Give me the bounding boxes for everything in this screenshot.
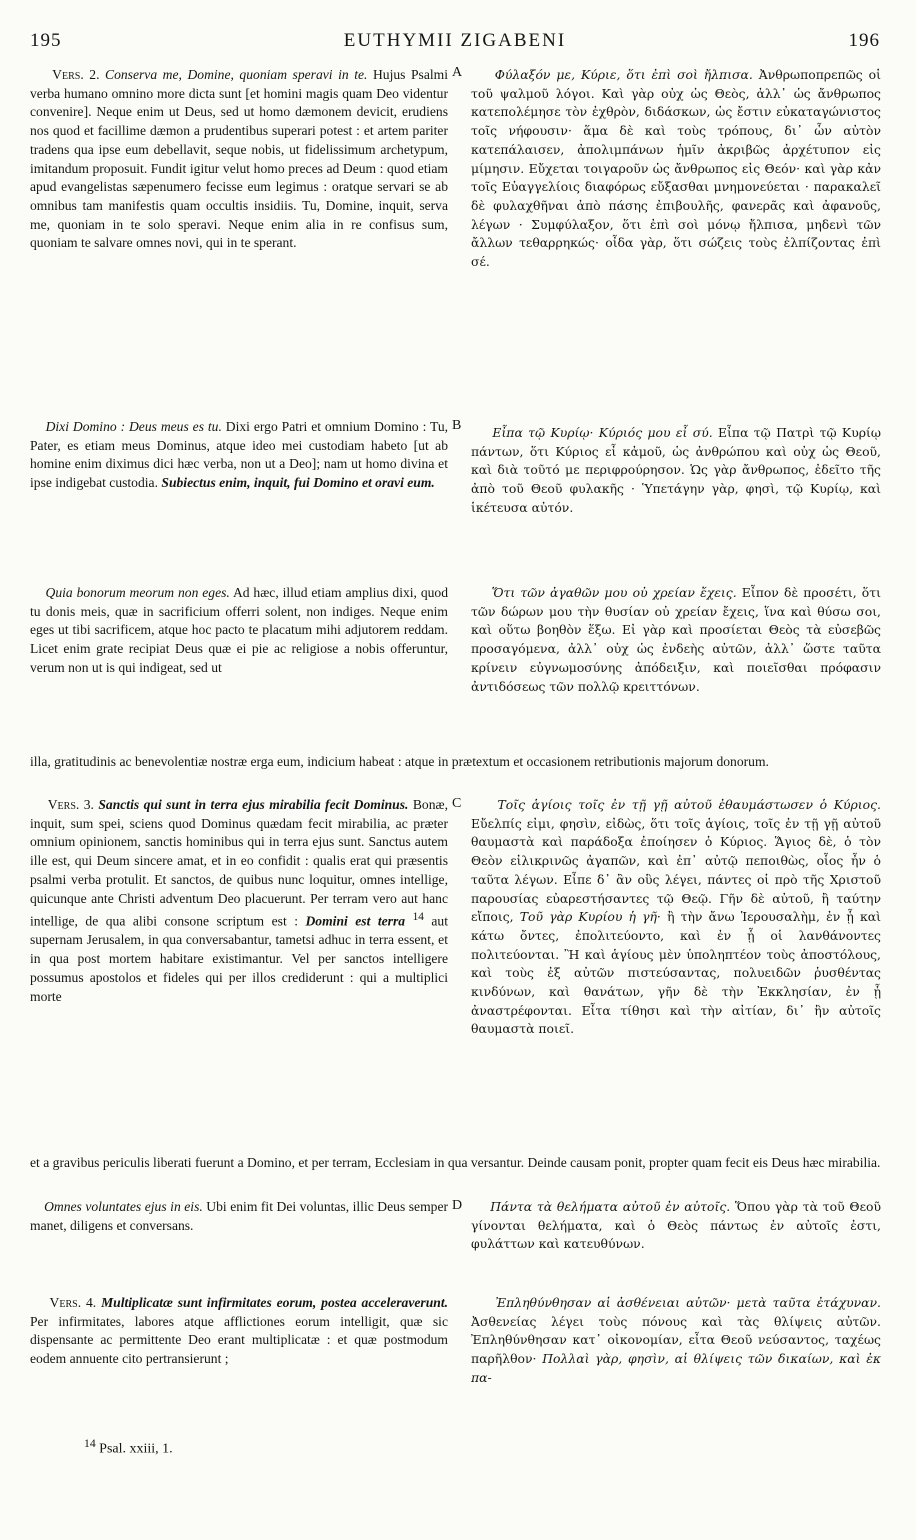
verse-label: Vers. 4.	[49, 1295, 97, 1310]
greek-section-c	[471, 584, 881, 696]
running-header	[30, 30, 880, 58]
commentary-text: Ubi enim fit Dei voluntas, illic Deus semper manet, diligens et conversans.	[30, 1199, 449, 1233]
commentary-text: Ὅπου γὰρ τὰ τοῦ Θεοῦ γίνονται θελήματα, καὶ ὁ Θεὸς πάντως ἐν αὐτοῖς ἐστι, φυλάττων καὶ κατευθύνων.	[471, 1199, 881, 1252]
page-number-right: 196	[848, 30, 880, 51]
section-marker-c: C	[452, 796, 462, 811]
verse-lemma: Ἐπληθύνθησαν αἱ ἀσθένειαι αὐτῶν· μετὰ ταῦτα ἐτάχυναν.	[495, 1295, 881, 1310]
commentary-text: Hujus Psalmi verba humano omnino more dicta sunt [et homini magis quam Deo videntur convenire]. Neque enim ut Deus, sed ut homo dæmonem devicit, erudiens nos quod et facillime dæmon a prudentibus superari potest : et artem pariter tradens qua ipse eum debellavit, seque nobis, ut fidelissimum archetypum, imitandum proposuit. Fundit igitur velut homo preces ad Deum : quod etiam apud evangelistas sæpenumero fecisse eum legimus : oratque servari se ab omnibus tam manifestis quam occultis insidiis. Tu, Domine, inquit, serva me, quoniam in te solo speravi. Neque enim alia in re confisus sum, quoniam te salvare omnes novi, qui in te sperant.	[30, 67, 449, 251]
running-title: EUTHYMII ZIGABENI	[343, 30, 567, 51]
commentary-text: Εὔελπίς εἰμι, φησὶν, εἰδὼς, ὅτι τοῖς ἁγίοις, τοῖς ἐν τῇ γῇ αὐτοῦ θαυμαστὰ καὶ παράδοξα ἐποίησεν ὁ Κύριος. Ἅγιος δὲ, ὁ τὸν Θεὸν εἰλικρινῶς ἀγαπῶν, καὶ ἐπ᾽ αὐτῷ πεποιθὼς, οἷος ἦν ὁ ταῦτα λέγων. Εἶπε δ᾽ ἂν οὓς λέγει, πάντες οἱ πρὸ τῆς Χριστοῦ παρουσίας εὐαρεστήσαντες τῷ Θεῷ. Γῆν δὲ αὐτοῦ, ἢ ταύτην εἴποις,	[471, 815, 881, 925]
verse-label: Vers. 3.	[47, 797, 94, 812]
scripture-quote: Πολλαὶ γὰρ, φησὶν, αἱ θλίψεις τῶν δικαίων, καὶ ἐκ πα-	[471, 1351, 881, 1385]
commentary-text: Per infirmitates, labores atque afflictiones eorum intelligit, quæ sic dispensante ac permittente Deo erant multiplicatæ : et quæ postmodum eodem annuente cito pertransierunt ;	[30, 1313, 448, 1367]
commentary-text: aut supernam Jerusalem, in qua conversabantur, tametsi adhuc in terra essent, et in qua post mortem habitare existimantur. Vel per sanctos intelligere possumus apostolos et fideles qui per illos crediderunt : qui a multiplici morte	[30, 913, 448, 1004]
scripture-quote: Domini est terra	[305, 913, 406, 929]
commentary-text: Ad hæc, illud etiam amplius dixi, quod tu donis meis, quæ in sacrificium offerri solent, non indiges. Neque enim eges ut tibi sacrificem, atque hoc pacto te placatum mihi adjutorem reddam. Licet enim grate recipiat Deus quæ ei pie ac religiose a nobis offeruntur, verum non ut is qui indigeat, sed ut	[30, 585, 449, 675]
greek-verse-3	[471, 796, 881, 1039]
latin-verse-3	[30, 796, 448, 1006]
verse-lemma: Τοῖς ἁγίοις τοῖς ἐν τῇ γῇ αὐτοῦ ἐθαυμάστωσεν ὁ Κύριος.	[497, 797, 881, 812]
scripture-quote: Τοῦ γὰρ Κυρίου ἡ γῆ·	[519, 909, 661, 925]
verse-lemma: Subiectus enim, inquit, fui Domino et oravi eum.	[161, 475, 435, 491]
verse-lemma: Εἶπα τῷ Κυρίῳ· Κύριός μου εἶ σύ.	[492, 425, 713, 440]
verse-lemma: Quia bonorum meorum non eges.	[45, 585, 230, 600]
verse-lemma: Πάντα τὰ θελήματα αὐτοῦ ἐν αὐτοῖς.	[490, 1199, 731, 1214]
verse-lemma: Omnes voluntates ejus in eis.	[44, 1199, 203, 1214]
latin-fullwidth-1	[30, 753, 881, 772]
verse-lemma: Dixi Domino : Deus meus es tu.	[45, 419, 222, 434]
commentary-text: Ἀνθρωποπρεπῶς οἱ τοῦ ψαλμοῦ λόγοι. Καὶ γὰρ οὐχ ὡς Θεὸς, ἀλλ᾽ ὡς ἄνθρωπος κατεπολέμησε τὸν ἐχθρὸν, διδάσκων, ὡς ἔστιν εὐκαταγώνιστος τοῖς νήφουσιν· ἅμα δὲ καὶ τοὺς τρόπους, δι᾽ ὧν αὐτὸν κατεπάλαισεν, ἀπολιμπάνων ἡμῖν ἀκριβῶς ἀρχέτυπον εἰς μίμησιν. Εὔχεται τοιγαροῦν ὡς ἄνθρωπος εἰς Θεόν· καὶ γὰρ κἀν τοῖς Εὐαγγελίοις διαφόρως εὔξασθαι μνημονεύεται · παρακαλεῖ δὲ φυλαχθῆναι ἀπὸ πάσης ἐπιβουλῆς, φανερᾶς καὶ ἀφανοῦς, λέγων · Συμφύλαξον, ὅτι ἐπὶ σοὶ μόνῳ ἤλπισα, μηδενὶ τῶν ἄλλων τεθαρρηκώς· οἶδα γὰρ, ὅτι σώζεις τοὺς ἐλπίζοντας ἐπὶ σέ.	[471, 67, 881, 270]
commentary-text: Ἀσθενείας λέγει τοὺς πόνους καὶ τὰς θλίψεις αὐτῶν. Ἐπληθύνθησαν κατ᾽ οἰκονομίαν, εἶτα Θεοῦ νεύσαντος, ταχέως παρῆλθον·	[471, 1313, 881, 1367]
latin-fullwidth-2	[30, 1154, 881, 1173]
latin-section-d	[30, 1198, 448, 1235]
footnote-mark: 14	[84, 1437, 96, 1450]
footnote-ref: 14	[412, 911, 424, 924]
verse-lemma: Conserva me, Domine, quoniam speravi in te.	[105, 67, 368, 82]
commentary-text: et a gravibus periculis liberati fuerunt a Domino, et per terram, Ecclesiam in qua versantur. Deinde causam ponit, propter quam fecit eis Deus hæc mirabilia.	[30, 1155, 881, 1170]
latin-section-c	[30, 584, 448, 678]
latin-verse-2	[30, 66, 448, 253]
verse-label: Vers. 2.	[52, 67, 100, 82]
greek-section-b	[471, 424, 881, 518]
commentary-text: Dixi ergo Patri et omnium Domino : Tu, Pater, es etiam meus Dominus, atque ideo mei custodiam habeto [ut ab homine enim diximus dici hæc verba, non ut a Deo]; nam ut homo divina et ipse indigebat custodia.	[30, 419, 449, 491]
verse-lemma: Multiplicatæ sunt infirmitates eorum, postea acceleraverunt.	[101, 1295, 448, 1310]
commentary-text: ἢ τὴν ἄνω Ἱερουσαλὴμ, ἐν ᾗ καὶ κάτω ὄντες, ἐπολιτεύοντο, καὶ ἐν ᾗ οἱ λανθάνοντες πολιτεύονται. Ἢ καὶ ἁγίους μὲν ὑποληπτέον τοὺς ἀποστόλους, καὶ τοὺς ἐξ αὐτῶν πιστεύσαντας, πολυειδῶν ῥυσθέντας κινδύνων, καὶ θανάτων, γῆν δὲ τὴν Ἐκκλησίαν, ἐν ᾗ ἀναστρέφονται. Εἶτα τίθησι καὶ τὴν αἰτίαν, δι᾽ ἣν αὐτοῖς θαυμαστὰ ποιεῖ.	[471, 909, 881, 1037]
greek-verse-4	[471, 1294, 881, 1388]
latin-verse-4	[30, 1294, 448, 1369]
commentary-text: Εἶπα τῷ Πατρὶ τῷ Κυρίῳ πάντων, ὅτι Κύριος εἶ κἀμοῦ, ὡς ἀνθρώπου καὶ οὐχ ὡς Θεοῦ, καὶ διὰ τοῦτό με περιφρούρησον. Ὡς γὰρ ἄνθρωπος, ἐδεῖτο τῆς ἀπὸ τοῦ Θεοῦ φυλακῆς · Ὑπετάγην γὰρ, φησὶ, τῷ Κυρίῳ, καὶ ἱκέτευσα αὐτόν.	[471, 425, 881, 515]
page-number-left: 195	[30, 30, 62, 51]
footnote-text: Psal. xxiii, 1.	[99, 1441, 173, 1457]
verse-lemma: Ὅτι τῶν ἀγαθῶν μου οὐ χρείαν ἔχεις.	[491, 585, 737, 600]
greek-section-d	[471, 1198, 881, 1254]
latin-section-b	[30, 418, 448, 493]
section-marker-d: D	[452, 1198, 463, 1213]
greek-section-a	[471, 66, 881, 272]
section-marker-a: A	[452, 65, 463, 80]
footnote	[84, 1437, 173, 1458]
verse-lemma: Sanctis qui sunt in terra ejus mirabilia fecit Dominus.	[98, 797, 409, 812]
commentary-text: illa, gratitudinis ac benevolentiæ nostræ erga eum, indicium habeat : atque in prætextum et occasionem retributionis majorum donorum.	[30, 754, 769, 769]
section-marker-b: B	[452, 418, 462, 433]
verse-lemma: Φύλαξόν με, Κύριε, ὅτι ἐπὶ σοὶ ἤλπισα.	[494, 67, 753, 82]
commentary-text: Εἶπον δὲ προσέτι, ὅτι τῶν δώρων μου τὴν θυσίαν οὐ χρείαν ἔχεις, ἵνα καὶ θύσω σοι, καὶ οὕτω βοηθὸν ἕξω. Εἰ γὰρ καὶ προσίεται Θεὸς τὰ εὐσεβῶς προσαγόμενα, ἀλλ᾽ οὐχ ὡς ἐνδεὴς αὐτῶν, ἀλλ᾽ ὥστε ταῦτα κρίνειν εὐγνωμοσύνης ἀπόδειξιν, καὶ ποιεῖσθαι πρόφασιν ἀντιδόσεως τῶν πολλῷ κρειττόνων.	[471, 585, 881, 694]
commentary-text: Bonæ, inquit, sum spei, sciens quod Dominus quædam fecit mirabilia, ac præter omnium opinionem, sanctis hominibus qui in terra ejus sunt. Sanctus autem ille est, qui Deum sincere amat, et in eo confidit : qualis erat qui præsentis psalmi verba protulit. Et sanctos, de quibus nunc loquitur, omnes intellige, quicunque ante Christi adventum Deo placuerunt. Per terram vero aut hanc intellige, de qua alibi consone scriptum est :	[30, 797, 448, 929]
